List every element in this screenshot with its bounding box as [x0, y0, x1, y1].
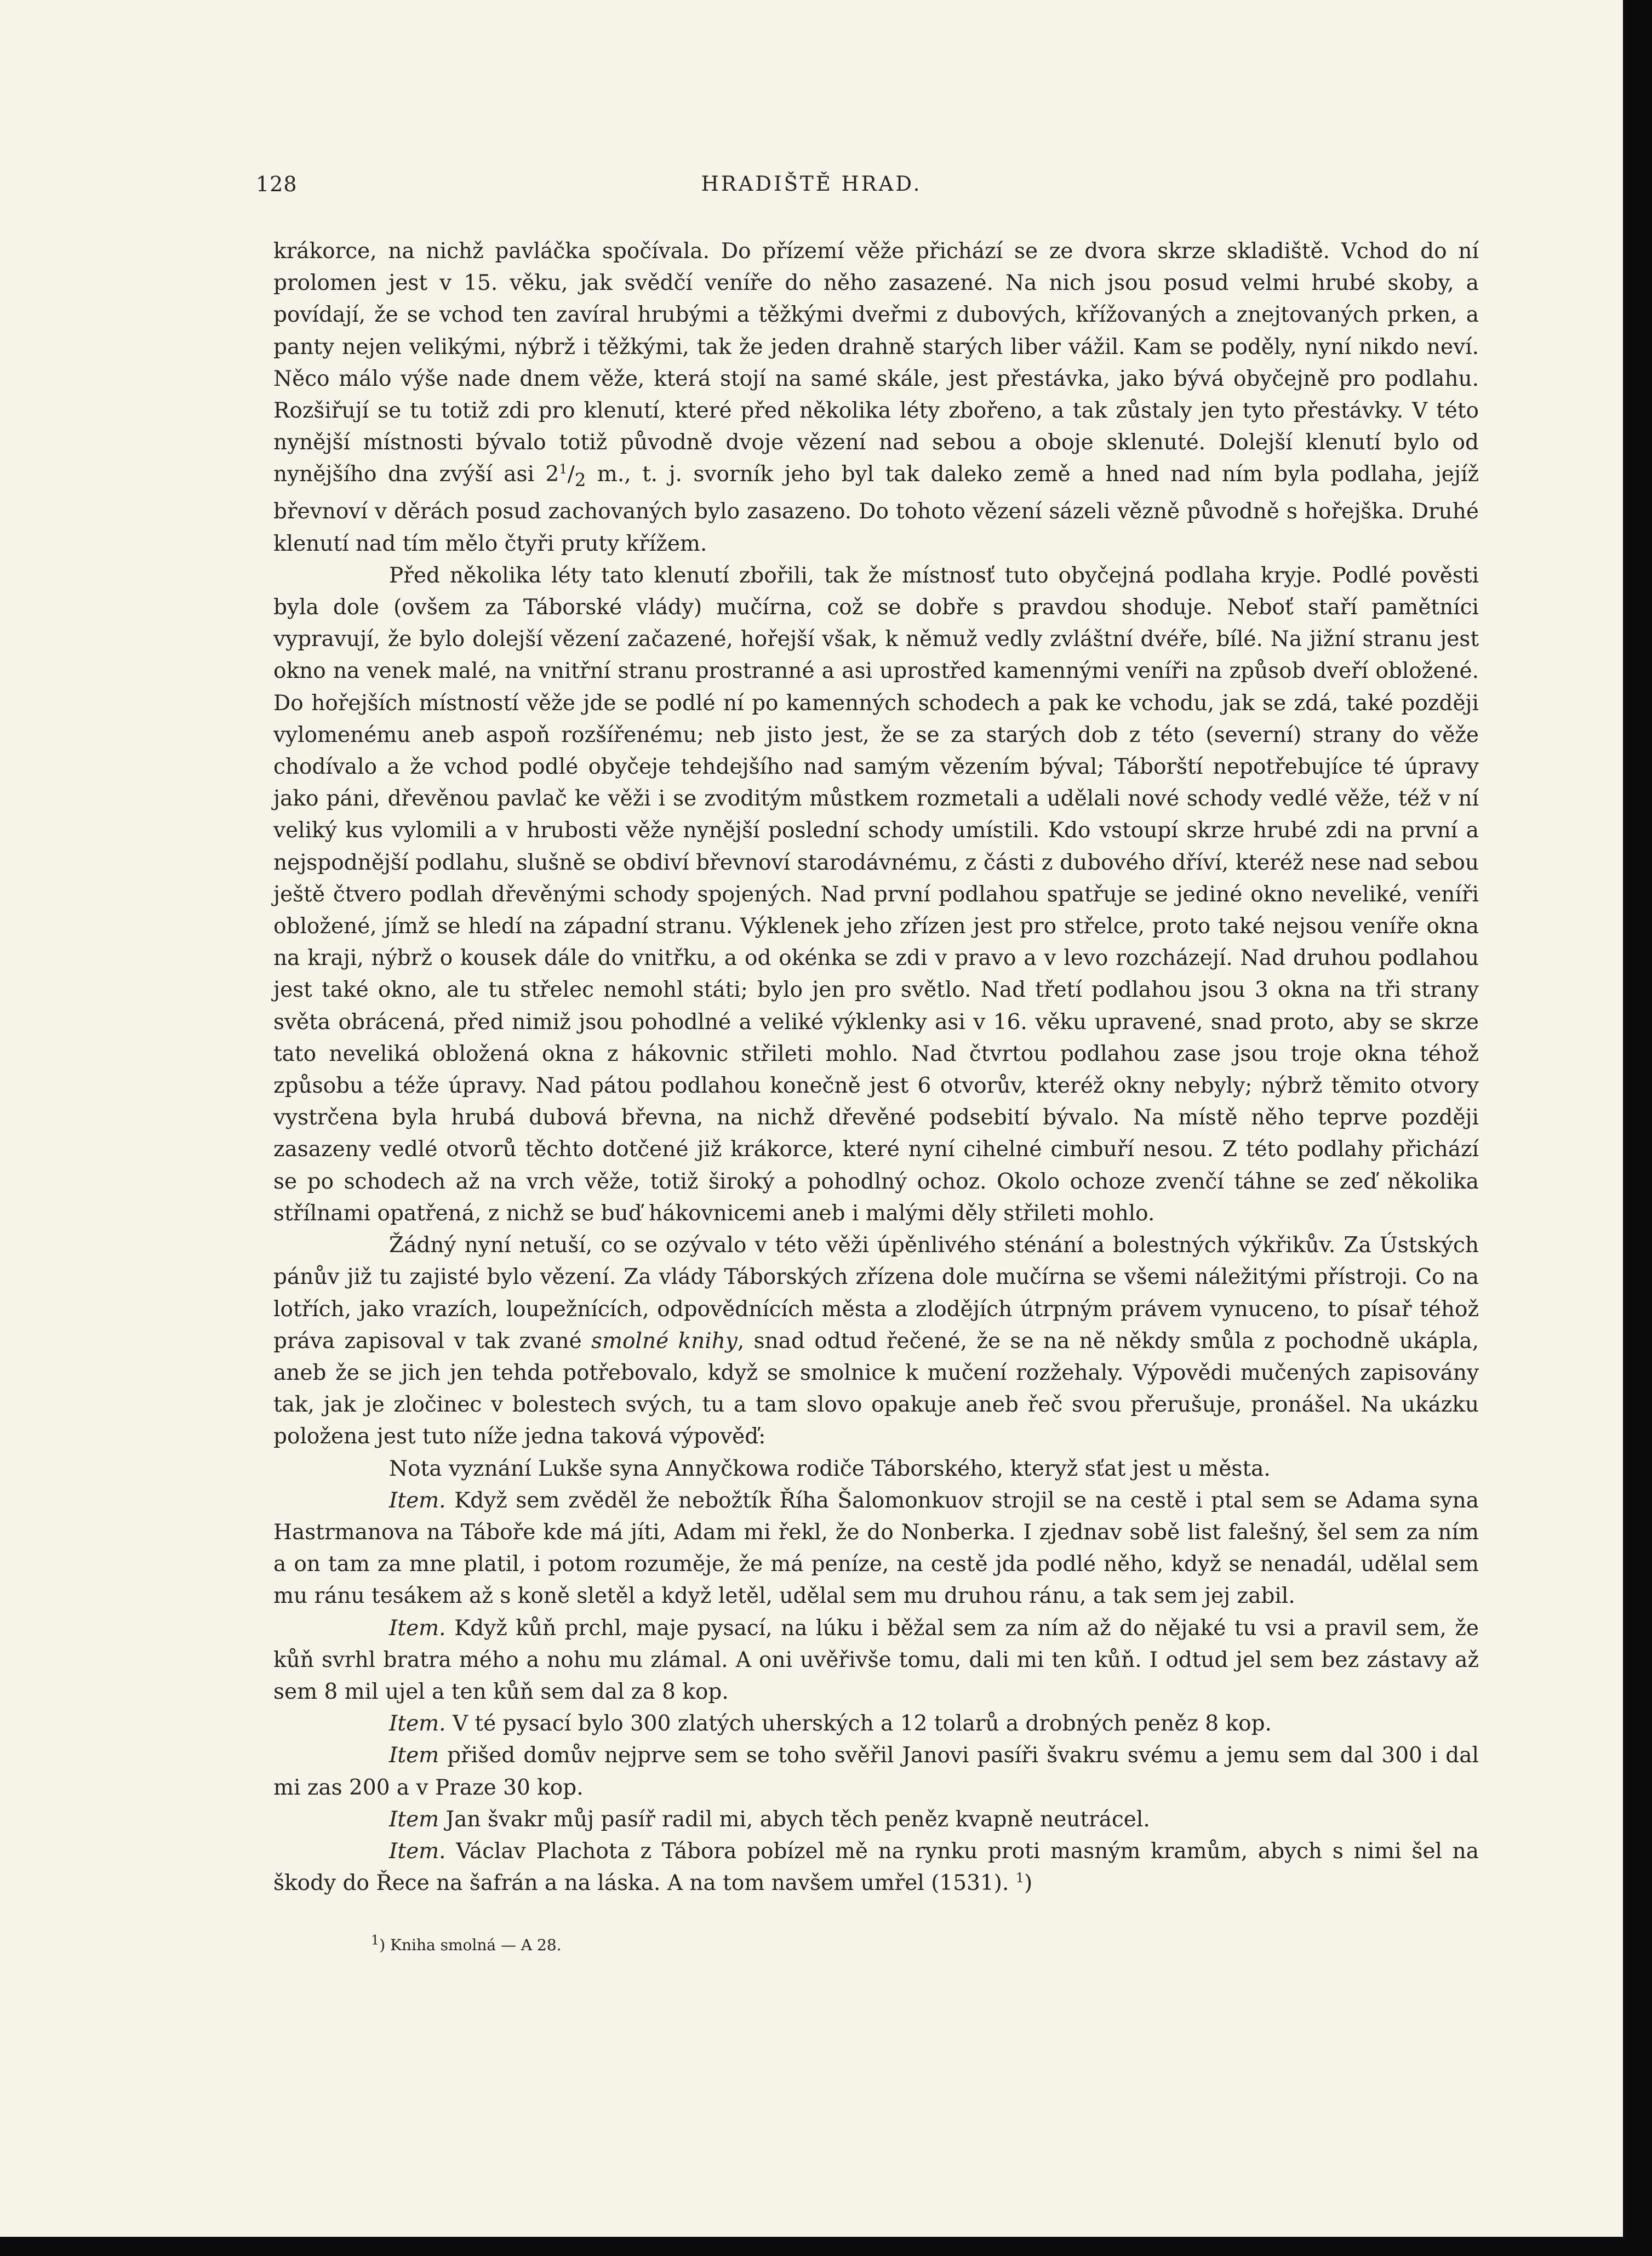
fraction-numerator: 1: [559, 461, 568, 477]
smolne-knihy-term: smolné knihy: [591, 1328, 738, 1353]
body-text: [273, 236, 1479, 1899]
item-6: Item. Václav Plachota z Tábora pobízel mě na rynku proti masným kramům, abych s nimi šel na škody do Řece na šafrán a na láska. A na tom navšem umřel (1531). $^1$): [273, 1838, 1479, 1896]
paragraph-1: krákorce, na nichž pavláčka spočívala. Do přízemí věže přichází se ze dvora skrze skladiště. Vchod do ní prolomen jest v 15. věku, jak svědčí veníře do něho zasazené. Na nich jsou posud velmi hrubé skoby, a povídají, že se vchod ten zavíral hrubými a těžkými dveřmi z dubových, křížovaných a znejtovaných prken, a panty nejen velikými, nýbrž i těžkými, tak že jeden drahně starých liber vážil. Kam se poděly, nyní nikdo neví. Něco málo výše nade dnem věže, která stojí na samé skále, jest přestávka, jako bývá obyčejně pro podlahu. Rozšiřují se tu totiž zdi pro klenutí, které před několika léty zbořeno, a tak zůstaly jen tyto přestávky. V této nynější místnosti bývalo totiž původně dvoje vězení nad sebou a oboje sklenuté. Dolejší klenutí bylo od nynějšího dna zvýší asi $2^1/_2$ m., t. j. svorník jeho byl tak daleko země a hned nad ním byla podlaha, jejíž břevnoví v děrách posud zachovaných bylo zasazeno. Do tohoto vězení sázeli vězně původně s hořejška. Druhé klenutí nad tím mělo čtyři pruty křížem.: [273, 239, 1479, 556]
item-4: Item přišed domův nejprve sem se toho svěřil Janovi pasíři švakru svému a jemu sem dal 300 i dal mi zas 200 a v Praze 30 kop.: [273, 1743, 1479, 1800]
fraction-denominator: 2: [574, 470, 586, 491]
running-head-title: HRADIŠTĚ HRAD.: [701, 172, 922, 196]
page-number: 128: [256, 172, 298, 196]
item-1: Item. Když sem zvěděl že nebožtík Říha Šalomonkuov strojil se na cestě i ptal sem se Adama syna Hastrmanova na Táboře kde má jíti, Adam mi řekl, že do Nonberka. I zjednav sobě list falešný, šel sem za ním a on tam za mne platil, i potom rozuměje, že má peníze, na cestě jda podlé něho, když se nenadál, udělal sem mu ránu tesákem až s koně sletěl a když letěl, udělal sem mu druhou ránu, a tak sem jej zabil.: [273, 1488, 1479, 1609]
paragraph-3: Žádný nyní netuší, co se ozývalo v této věži úpěnlivého sténání a bolestných výkřikův. Za Ústských pánův již tu zajisté bylo vězení. Za vlády Táborských zřízena dole mučírna se všemi náležitými přístroji. Co na lotřích, jako vrazích, loupežnících, odpovědnících města a zlodějích útrpným právem vynuceno, to písař téhož práva zapisoval v tak zvané smolné knihy, snad odtud řečené, že se na ně někdy smůla z pochodně ukápla, aneb že se jich jen tehda potřebovalo, když se smolnice k mučení rozžehaly. Výpovědi mučených zapisovány tak, jak je zločinec v bolestech svých, tu a tam slovo opakuje aneb řeč svou přerušuje, pronášel. Na ukázku položena jest tuto níže jedna taková výpověď:: [273, 1233, 1479, 1449]
item-2: Item. Když kůň prchl, maje pysací, na lúku i běžal sem za ním až do nějaké tu vsi a pravil sem, že kůň svrhl bratra mého a nohu mu zlámal. A oni uvěřivše tomu, dali mi ten kůň. I odtud jel sem bez zástavy až sem 8 mil ujel a ten kůň sem dal za 8 kop.: [273, 1615, 1479, 1704]
nota-heading: Nota vyznání Lukše syna Annyčkowa rodiče Táborského, kteryž sťat jest u města.: [389, 1456, 1271, 1481]
footnote-mark: 1: [371, 1932, 380, 1948]
footnote-reference: 1: [1015, 1870, 1025, 1886]
item-3: Item. V té pysací bylo 300 zlatých uherských a 12 tolarů a drobných peněz 8 kop.: [389, 1711, 1272, 1737]
footnote: $^1$) Kniha smolná — A 28.: [371, 1932, 562, 1954]
paragraph-2: Před několika léty tato klenutí zbořili, tak že místnosť tuto obyčejná podlaha kryje. Podlé pověsti byla dole (ovšem za Táborské vlády) mučírna, což se dobře s pravdou shoduje. Neboť staří pamětníci vypravují, že bylo dolejší vězení začazené, hořejší však, k němuž vedly zvláštní dvéře, bílé. Na jižní stranu jest okno na venek malé, na vnitřní stranu prostranné a asi uprostřed kamennými veníři na způsob dveří obložené. Do hořejších místností věže jde se podlé ní po kamenných schodech a pak ke vchodu, jak se zdá, také později vylomenému aneb aspoň rozšířenému; neb jisto jest, že se za starých dob z této (severní) strany do věže chodívalo a že vchod podlé obyčeje tehdejšího nad samým vězením býval; Táborští nepotřebujíce té úpravy jako páni, dřevěnou pavlač ke věži i se zvoditým můstkem rozmetali a udělali nové schody vedlé věže, též v ní veliký kus vylomili a v hrubosti věže nynější poslední schody umístili. Kdo vstoupí skrze hrubé zdi na první a nejspodnější podlahu, slušně se obdiví břevnoví starodávnému, z části z dubového dříví, kteréž nese nad sebou ještě čtvero podlah dřevěnými schody spojených. Nad první podlahou spatřuje se jediné okno neveliké, veníři obložené, jímž se hledí na západní stranu. Výklenek jeho zřízen jest pro střelce, proto také nejsou veníře okna na kraji, nýbrž o kousek dále do vnitřku, a od okénka se zdi v pravo a v levo rozcházejí. Nad druhou podlahou jest také okno, ale tu střelec nemohl státi; bylo jen pro světlo. Nad třetí podlahou jsou 3 okna na tři strany světa obrácená, před nimiž jsou pohodlné a veliké výklenky asi v 16. věku upravené, snad proto, aby se skrze tato neveliká obložená okna z hákovnic střileti mohlo. Nad čtvrtou podlahou zase jsou troje okna téhož způsobu a téže úpravy. Nad pátou podlahou konečně jest 6 otvorův, kteréž okny nebyly; nýbrž těmito otvory vystrčena byla hrubá dubová břevna, na nichž dřevěné podsebití bývalo. Na místě něho teprve později zasazeny vedlé otvorů těchto dotčené již krákorce, které nyní cihelné cimbuří nesou. Z této podlahy přichází se po schodech až na vrch věže, totiž široký a pohodlný ochoz. Okolo ochoze zvenčí táhne se zeď několika střílnami opatřená, z nichž se buď hákovnicemi aneb i malými děly střileti mohlo.: [273, 563, 1479, 1226]
item-5: Item Jan švakr můj pasíř radil mi, abych těch peněz kvapně neutrácel.: [389, 1807, 1150, 1832]
